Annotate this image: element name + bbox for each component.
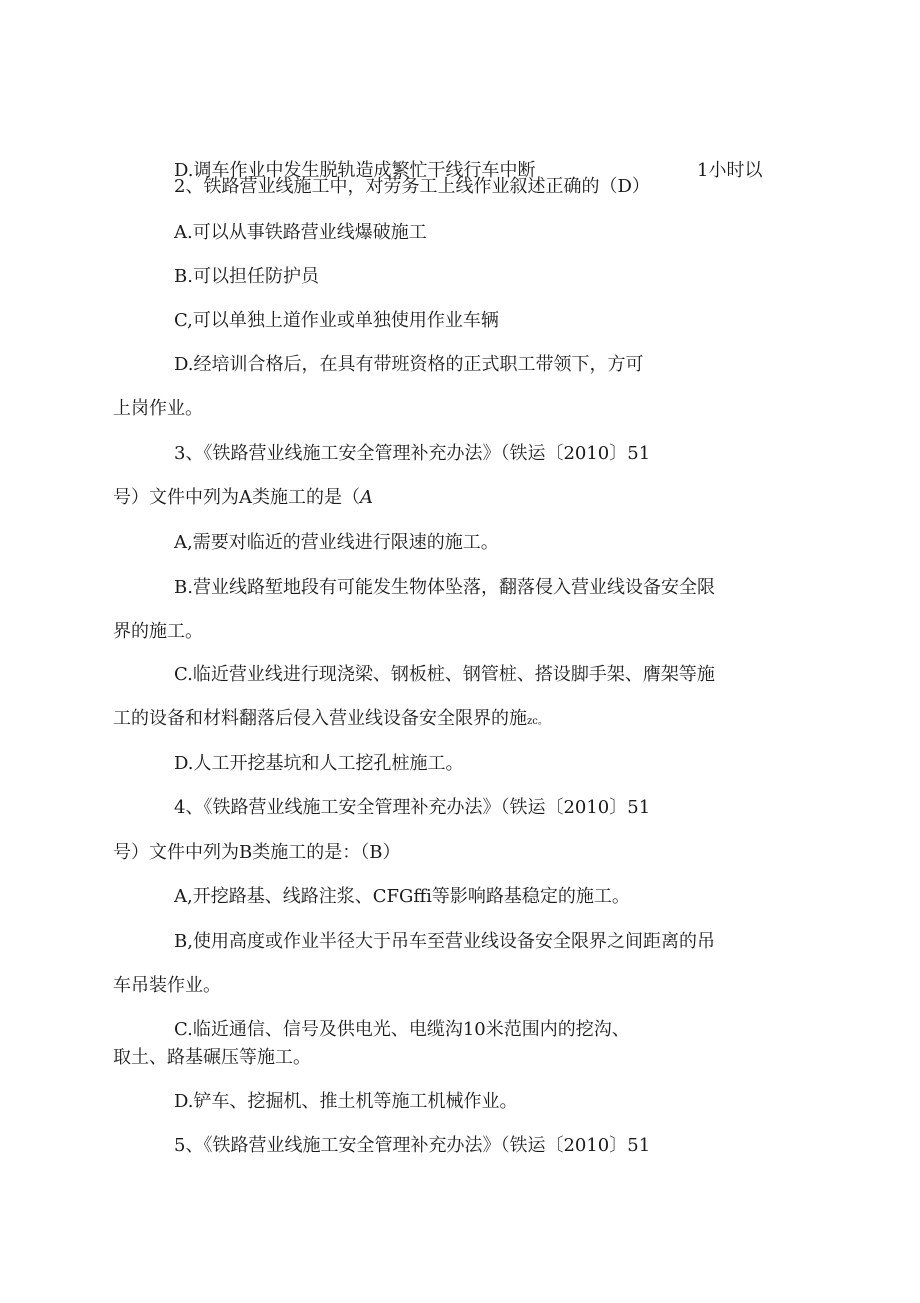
q4-option-c-cont: 取土、路基碾压等施工。 — [113, 1047, 311, 1068]
question-2: 2、铁路营业线施工中，对劳务工上线作业叙述正确的（D） — [174, 176, 650, 197]
q2-option-b: B.可以担任防护员 — [174, 266, 319, 287]
q4-option-c: C.临近通信、信号及供电光、电缆沟10米范围内的挖沟、 — [174, 1019, 630, 1040]
q4-option-a: A,开挖路基、线路注浆、CFGffi等影响路基稳定的施工。 — [174, 886, 630, 907]
question-3-cont — [113, 487, 373, 509]
q3-option-a: A,需要对临近的营业线进行限速的施工。 — [174, 532, 499, 553]
q4-option-b: B,使用高度或作业半径大于吊车至营业线设备安全限界之间距离的吊 — [174, 931, 715, 952]
question-3: 3、《铁路营业线施工安全管理补充办法》（铁运〔2010〕51 — [174, 443, 651, 464]
q3-option-c-cont — [113, 708, 548, 733]
question-5: 5、《铁路营业线施工安全管理补充办法》（铁运〔2010〕51 — [174, 1135, 651, 1156]
q2-option-d: D.经培训合格后，在具有带班资格的正式职工带领下，方可 — [174, 354, 644, 375]
q3-option-b: B.营业线路堑地段有可能发生物体坠落，翻落侵入营业线设备安全限 — [174, 577, 715, 598]
q4-option-b-cont: 车吊装作业。 — [113, 975, 221, 996]
question-4-cont: 号）文件中列为B类施工的是：（B） — [113, 842, 401, 863]
question-4: 4、《铁路营业线施工安全管理补充办法》（铁运〔2010〕51 — [174, 797, 651, 818]
q3-option-b-cont: 界的施工。 — [113, 621, 203, 642]
q3-option-c-tail: zc。 — [527, 716, 548, 727]
q4-option-d: D.铲车、挖掘机、推土机等施工机械作业。 — [174, 1091, 518, 1112]
question-3-text: 号）文件中列为A类施工的是（ — [113, 487, 360, 508]
option-d-q1: D.调车作业中发生脱轨造成繁忙干线行车中断 — [174, 160, 536, 181]
q2-option-c: C,可以单独上道作业或单独使用作业车辆 — [174, 310, 499, 331]
q2-option-a: A.可以从事铁路营业线爆破施工 — [174, 222, 427, 243]
option-d-q1-tail: 1小时以 — [697, 160, 763, 181]
q3-option-c-cont-text: 工的设备和材料翻落后侵入营业线设备安全限界的施 — [113, 708, 527, 729]
question-3-answer: A — [360, 487, 373, 508]
q3-option-d: D.人工开挖基坑和人工挖孔桩施工。 — [174, 753, 464, 774]
q2-option-d-cont: 上岗作业。 — [113, 398, 203, 419]
q3-option-c: C.临近营业线进行现浇梁、钢板桩、钢管桩、搭设脚手架、膺架等施 — [174, 664, 715, 685]
